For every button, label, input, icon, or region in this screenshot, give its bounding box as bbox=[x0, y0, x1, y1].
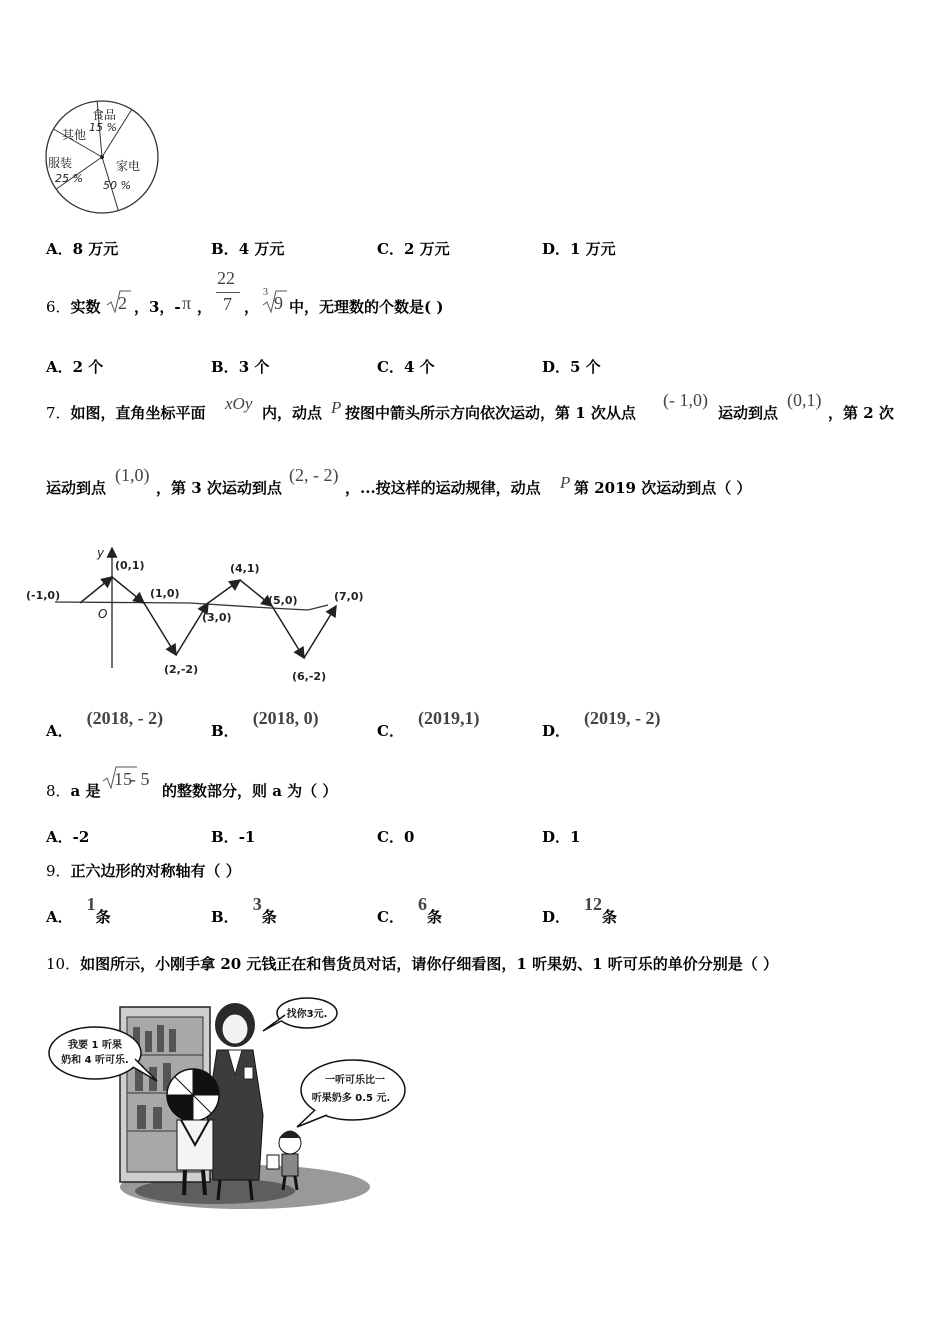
option-text: 8 万元 bbox=[72, 240, 119, 258]
q6-option-b bbox=[211, 356, 269, 377]
option-text: 0 bbox=[403, 828, 415, 846]
q10-text: 如图所示，小刚手拿 20 元钱正在和售货员对话，请你仔细看图，1 听果奶、1 听可乐的单价分别是（ ） bbox=[80, 955, 778, 973]
q7-origin-label: O bbox=[98, 607, 108, 621]
q8-minus: - 5 bbox=[130, 769, 150, 789]
q6-lead: 实数 bbox=[70, 298, 101, 316]
q7-point4: (2, - 2) bbox=[289, 465, 339, 485]
pie-center bbox=[100, 155, 104, 159]
option-letter: A． bbox=[46, 240, 73, 258]
q6-pi: π bbox=[182, 293, 192, 313]
q9-option-c bbox=[377, 894, 442, 927]
q9-stem bbox=[46, 860, 241, 881]
q10-illustration bbox=[45, 995, 415, 1220]
option-text: 5 个 bbox=[570, 358, 601, 376]
option-text: -1 bbox=[238, 828, 256, 846]
option-text: 4 个 bbox=[403, 358, 435, 376]
option-text: -2 bbox=[72, 828, 90, 846]
q5-option-b bbox=[211, 238, 284, 259]
pie-label: 50 % bbox=[103, 179, 131, 192]
q7-line1a bbox=[46, 402, 206, 423]
q7-point-label: (3,0) bbox=[202, 611, 232, 624]
q7-p2: P bbox=[560, 473, 571, 492]
option-text: 3 个 bbox=[238, 358, 270, 376]
q7-point3: (1,0) bbox=[115, 465, 150, 485]
q7-point1: (- 1,0) bbox=[663, 390, 708, 410]
option-letter: A． bbox=[46, 722, 73, 740]
option-letter: D． bbox=[542, 908, 571, 926]
pie-chart bbox=[40, 100, 170, 225]
q6-stem bbox=[46, 296, 101, 317]
q7-y-label: y bbox=[97, 546, 105, 560]
q8-option-d bbox=[542, 826, 580, 847]
q10-bubble2: 找你3元. bbox=[286, 1009, 328, 1020]
option-value: 6 bbox=[417, 894, 427, 914]
q5-option-d bbox=[542, 238, 616, 259]
q7-point-label: (7,0) bbox=[334, 590, 364, 603]
pie-label: 25 % bbox=[55, 172, 83, 185]
q7-point-label: (6,-2) bbox=[292, 670, 327, 683]
q6-frac-den: 7 bbox=[223, 294, 232, 314]
q7-t1: 如图，直角坐标平面 bbox=[70, 404, 206, 422]
q5-option-c bbox=[377, 238, 450, 259]
q10-stem bbox=[46, 953, 778, 974]
q6-comma2: ， bbox=[244, 298, 260, 316]
q7-t7: ，第 3 次运动到点 bbox=[156, 479, 282, 497]
option-value: 12 bbox=[584, 894, 603, 914]
pie-label: 食品 bbox=[92, 108, 117, 122]
option-unit: 条 bbox=[261, 908, 277, 926]
q10-bubble1-line2: 奶和 4 听可乐. bbox=[61, 1055, 129, 1066]
q6-option-c bbox=[377, 356, 435, 377]
q7-t8: ，...按这样的运动规律，动点 bbox=[345, 479, 541, 497]
option-value: (2018, - 2) bbox=[86, 708, 164, 728]
pie-label: 家电 bbox=[116, 159, 141, 173]
option-letter: B． bbox=[211, 908, 239, 926]
q7-move-arrow bbox=[208, 580, 240, 603]
q10-bubble1-line1: 我要 1 听果 bbox=[68, 1040, 122, 1051]
option-letter: D． bbox=[542, 358, 571, 376]
q7-point-label: (5,0) bbox=[268, 594, 298, 607]
q7-number: 7． bbox=[46, 404, 71, 422]
q8-option-c bbox=[377, 826, 414, 847]
option-letter: C． bbox=[377, 240, 404, 258]
q6-cbrt-value: 9 bbox=[274, 293, 283, 313]
q7-t2: 内，动点 bbox=[262, 404, 323, 422]
q7-point2: (0,1) bbox=[787, 390, 822, 410]
q7-move-arrow bbox=[272, 606, 304, 658]
option-text: 2 万元 bbox=[403, 240, 450, 258]
option-text: 4 万元 bbox=[238, 240, 285, 258]
option-value: 1 bbox=[86, 894, 96, 914]
option-letter: B． bbox=[211, 722, 239, 740]
option-letter: C． bbox=[377, 722, 404, 740]
option-letter: B． bbox=[211, 828, 239, 846]
option-unit: 条 bbox=[602, 908, 618, 926]
q6-frac-bar bbox=[216, 292, 240, 293]
q5-option-a bbox=[46, 238, 118, 259]
q7-option-a bbox=[46, 708, 164, 741]
option-letter: C． bbox=[377, 358, 404, 376]
q9-text: 正六边形的对称轴有（ ） bbox=[70, 862, 241, 880]
option-unit: 条 bbox=[95, 908, 111, 926]
q10-bubble3-line1: 一听可乐比一 bbox=[325, 1075, 385, 1086]
q7-point-label: (0,1) bbox=[115, 559, 145, 572]
q8-stem bbox=[46, 780, 101, 801]
q8-number: 8． bbox=[46, 782, 71, 800]
q7-point-label: (1,0) bbox=[150, 587, 180, 600]
option-value: (2019, - 2) bbox=[584, 708, 661, 728]
q7-move-arrow bbox=[112, 577, 144, 603]
q8-option-a bbox=[46, 826, 89, 847]
option-letter: D． bbox=[542, 240, 571, 258]
q7-t3: 按图中箭头所示方向依次运动，第 1 次从点 bbox=[345, 404, 636, 422]
pie-label: 15 % bbox=[89, 121, 117, 134]
q6-option-a bbox=[46, 356, 103, 377]
q7-graph bbox=[26, 540, 364, 683]
q7-move-arrow bbox=[144, 603, 176, 655]
pie-label: 服装 bbox=[48, 156, 73, 170]
q8-tail: 的整数部分，则 a 为（ ） bbox=[162, 782, 338, 800]
option-letter: A． bbox=[46, 908, 73, 926]
q10-number: 10． bbox=[46, 955, 81, 973]
q7-p: P bbox=[331, 398, 342, 417]
option-value: 3 bbox=[252, 894, 262, 914]
q7-t6: 运动到点 bbox=[46, 479, 107, 497]
q10-bubble3-line2: 听果奶多 0.5 元. bbox=[311, 1093, 391, 1104]
q6-number: 6． bbox=[46, 298, 71, 316]
q7-move-arrow bbox=[304, 606, 336, 658]
q9-option-d bbox=[542, 894, 618, 927]
option-letter: A． bbox=[46, 358, 73, 376]
pie-label: 其他 bbox=[62, 128, 87, 142]
option-letter: D． bbox=[542, 828, 571, 846]
option-letter: D． bbox=[542, 722, 571, 740]
q8-option-b bbox=[211, 826, 255, 847]
q7-option-d bbox=[542, 708, 661, 741]
q7-point-label: (2,-2) bbox=[164, 663, 199, 676]
q8-sqrt-value: 15 bbox=[114, 769, 132, 789]
option-value: (2018, 0) bbox=[252, 708, 319, 728]
option-letter: A． bbox=[46, 828, 73, 846]
q8-t1: a 是 bbox=[70, 782, 101, 800]
q6-mid: ，3，- bbox=[134, 298, 181, 316]
option-text: 1 bbox=[570, 828, 581, 846]
option-text: 1 万元 bbox=[570, 240, 616, 258]
option-value: (2019,1) bbox=[417, 708, 480, 728]
q9-number: 9． bbox=[46, 862, 71, 880]
option-unit: 条 bbox=[426, 908, 442, 926]
q6-cbrt-index: 3 bbox=[263, 287, 268, 298]
q7-point-label: (4,1) bbox=[230, 562, 260, 575]
q7-t9: 第 2019 次运动到点（ ） bbox=[574, 479, 752, 497]
q9-option-a bbox=[46, 894, 111, 927]
option-letter: C． bbox=[377, 908, 404, 926]
q7-option-c bbox=[377, 708, 480, 741]
option-letter: B． bbox=[211, 358, 239, 376]
q7-t5: ，第 2 次 bbox=[828, 404, 894, 422]
q6-option-d bbox=[542, 356, 601, 377]
q7-move-arrow bbox=[80, 577, 112, 603]
q6-comma: ， bbox=[197, 298, 213, 316]
q6-sqrt2-value: 2 bbox=[118, 293, 127, 313]
q7-xoy: xOy bbox=[225, 394, 253, 413]
q6-frac-num: 22 bbox=[217, 268, 235, 288]
q7-t4: 运动到点 bbox=[718, 404, 779, 422]
option-text: 2 个 bbox=[72, 358, 104, 376]
option-letter: C． bbox=[377, 828, 404, 846]
q7-point-label: (-1,0) bbox=[26, 589, 61, 602]
q6-tail: 中，无理数的个数是( ) bbox=[289, 298, 444, 316]
q9-option-b bbox=[211, 894, 277, 927]
q7-option-b bbox=[211, 708, 319, 741]
option-letter: B． bbox=[211, 240, 239, 258]
